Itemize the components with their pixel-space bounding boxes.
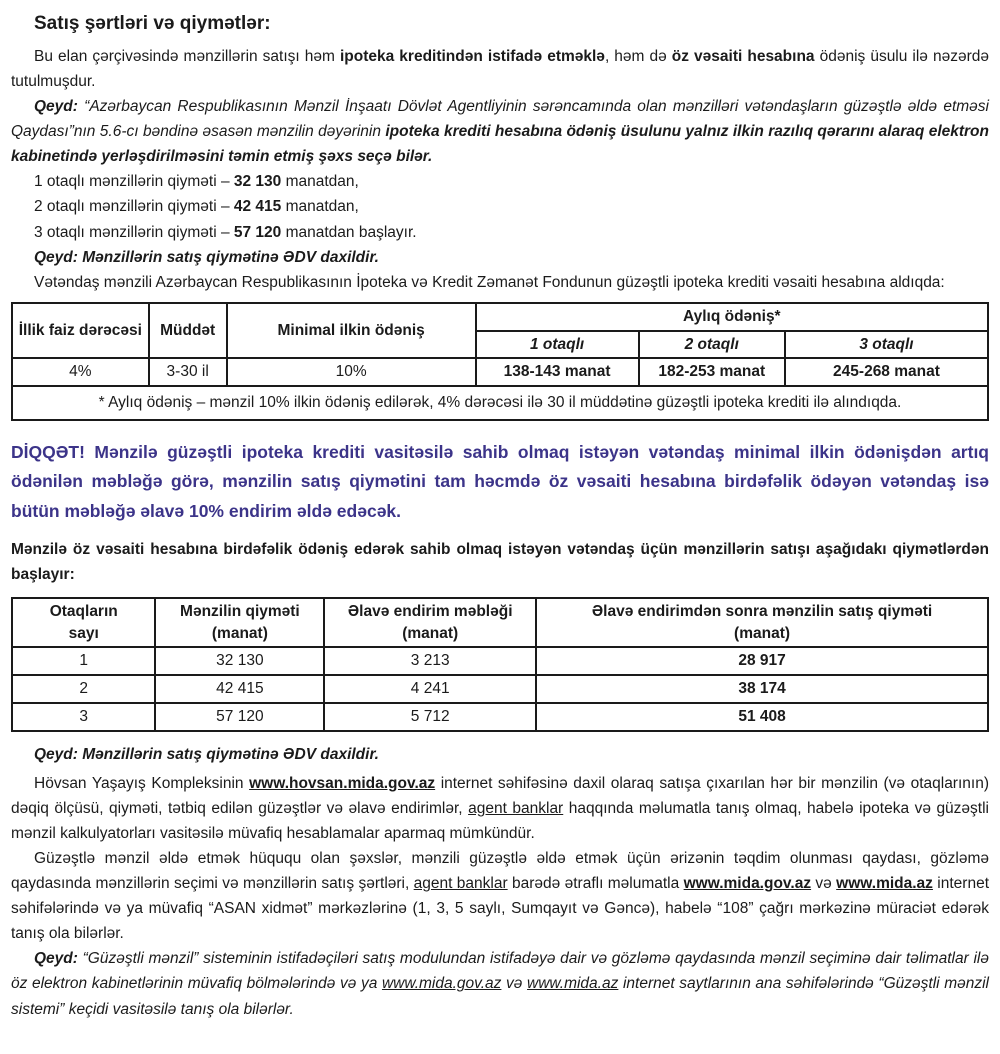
hovsan-text-3: haqqında məlumatla tanış olmaq, habelə ipoteka və güzəştli mənzil kalkulyatorları vasitəsilə müvafiq hesablamalar aparmaq mümkündür.: [11, 799, 989, 842]
price-line-pre: 3 otaqlı mənzillərin qiyməti –: [34, 223, 234, 241]
price-value: 57 120: [233, 223, 282, 241]
table-row: [12, 703, 988, 731]
cell-downpayment: 10%: [227, 358, 476, 386]
note-system-text-1: “Güzəştli mənzil” sisteminin istifadəçiləri satış modulundan istifadəyə dair və gözləmə qaydasında mənzil seçiminə dair təlimatlar ilə öz elektron kabinetlərinin müvafiq bölmələrində və ya: [11, 950, 989, 993]
intro-text-2: , həm də: [604, 47, 672, 65]
page-title: Satış şərtləri və qiymətlər:: [34, 13, 271, 34]
col-header-price: [155, 598, 324, 647]
info-text-3: və: [811, 875, 837, 893]
note-system-text-3: internet saytlarının ana səhifələrində “Güzəştli mənzil sistemi” keçidi vasitəsilə tanış ola bilərlər.: [11, 975, 989, 1018]
price-line-post: manatdan,: [281, 198, 359, 216]
note-system-text-2: və: [501, 975, 528, 993]
price-line-post: manatdan,: [281, 173, 359, 191]
header-line: Otaqların: [49, 603, 118, 621]
cell-rooms: 3: [12, 703, 155, 731]
price-value: 42 415: [233, 198, 282, 216]
col-header-rooms: [12, 598, 155, 647]
mortgage-table: [11, 302, 989, 421]
note-agency-bold: ipoteka krediti hesabına ödəniş üsulunu yalnız ilkin razılıq qərarını alaraq elektron kabinetində yerləşdirilməsini təmin etmiş şəxs seçə bilər.: [11, 123, 989, 166]
cell-monthly-1room: 138-143 manat: [476, 358, 639, 386]
cell-monthly-3room: 245-268 manat: [785, 358, 988, 386]
price-line-pre: 2 otaqlı mənzillərin qiyməti –: [34, 198, 234, 216]
info-paragraph: [11, 846, 989, 946]
info-text-1: Güzəştlə mənzil əldə etmək hüququ olan şəxslər, mənzili güzəştlə əldə etmək üçün ərizənin təqdim olunması qaydası, gözləmə qaydasında mənzillərin seçimi və mənzillərin satış şərtləri,: [11, 849, 989, 893]
table-header-row: [12, 303, 988, 331]
table-row: [12, 647, 988, 675]
cell-discount: 3 213: [324, 647, 536, 675]
header-line: sayı: [68, 624, 99, 642]
cell-final-price: 28 917: [536, 647, 988, 675]
note-system-label: Qeyd:: [34, 950, 78, 968]
cell-price: 32 130: [155, 647, 324, 675]
col-header-downpayment: Minimal ilkin ödəniş: [227, 303, 476, 358]
cell-monthly-2room: 182-253 manat: [639, 358, 785, 386]
header-line: (manat): [402, 624, 459, 642]
mida-gov-link[interactable]: www.mida.gov.az: [381, 975, 502, 993]
table-footnote: * Aylıq ödəniş – mənzil 10% ilkin ödəniş edilərək, 4% dərəcəsi ilə 30 il müddətinə güzəştli ipoteka krediti ilə alındıqda.: [12, 386, 988, 420]
header-line: Əlavə endirimdən sonra mənzilin satış qiyməti: [591, 603, 933, 621]
col-header-monthly: Aylıq ödəniş*: [476, 303, 988, 331]
header-line: Mənzilin qiyməti: [180, 603, 300, 621]
hovsan-text-2: internet səhifəsinə daxil olaraq satışa çıxarılan hər bir mənzilin (və otaqlarının) dəqiq ölçüsü, qiyməti, tətbiq edilən güzəştlər və əlavə endirimlər,: [11, 774, 989, 817]
info-text-2: barədə ətraflı məlumatla: [507, 875, 684, 893]
cell-rooms: 2: [12, 675, 155, 703]
subcol-3room: 3 otaqlı: [785, 331, 988, 359]
intro-text-1: Bu elan çərçivəsində mənzillərin satışı həm: [34, 47, 340, 65]
cell-final-price: 51 408: [536, 703, 988, 731]
table-footnote-row: [12, 386, 988, 420]
agent-banks-link[interactable]: agent banklar: [413, 875, 508, 893]
intro-bold-1: ipoteka kreditindən istifadə etməklə: [339, 47, 605, 65]
table-row: [12, 358, 988, 386]
col-header-final-price: [536, 598, 988, 647]
note-system-paragraph: [11, 946, 989, 1021]
vat-note-1: Qeyd: Mənzillərin satış qiymətinə ƏDV daxildir.: [34, 248, 379, 266]
col-header-interest: İllik faiz dərəcəsi: [12, 303, 149, 358]
hovsan-text-1: Hövsan Yaşayış Kompleksinin: [34, 774, 250, 792]
col-header-discount: [324, 598, 536, 647]
agent-banks-link[interactable]: agent banklar: [468, 799, 564, 817]
note-agency-label: Qeyd:: [34, 97, 78, 115]
vat-note-2: Qeyd: Mənzillərin satış qiymətinə ƏDV daxildir.: [34, 745, 379, 763]
cell-price: 42 415: [155, 675, 324, 703]
intro-paragraph: [11, 44, 989, 94]
cell-discount: 4 241: [324, 675, 536, 703]
cell-interest: 4%: [12, 358, 149, 386]
mortgage-intro-paragraph: Vətəndaş mənzili Azərbaycan Respublikasının İpoteka və Kredit Zəmanət Fondunun güzəştli ipoteka krediti vəsaiti hesabına aldıqda:: [34, 273, 945, 291]
price-line-post: manatdan başlayır.: [281, 223, 417, 241]
note-agency-text: “Azərbaycan Respublikasının Mənzil İnşaatı Dövlət Agentliyinin sərəncamında olan mənzilləri vətəndaşların güzəştlə əldə etməsi Qaydası”nın 5.6-cı bəndinə əsasən mənzilin dəyərinin: [11, 97, 989, 141]
price-line-1room: [11, 169, 989, 194]
hovsan-paragraph: [11, 771, 989, 846]
hovsan-site-link[interactable]: www.hovsan.mida.gov.az: [249, 774, 436, 792]
table-header-row: [12, 598, 988, 647]
cell-discount: 5 712: [324, 703, 536, 731]
mida-az-link[interactable]: www.mida.az: [836, 875, 933, 893]
table-row: [12, 675, 988, 703]
subcol-2room: 2 otaqlı: [639, 331, 785, 359]
info-text-4: internet səhifələrində və ya müvafiq “ASAN xidmət” mərkəzlərinə (1, 3, 5 saylı, Sumqayıt və Gəncə), habelə “108” çağrı mərkəzinə müraciət edərək tanış ola bilərlər.: [11, 875, 989, 943]
mida-gov-link[interactable]: www.mida.gov.az: [683, 875, 812, 893]
intro-bold-2: öz vəsaiti hesabına: [671, 47, 815, 65]
cell-term: 3-30 il: [149, 358, 227, 386]
note-agency-paragraph: [11, 94, 989, 169]
cell-price: 57 120: [155, 703, 324, 731]
price-line-2room: [11, 194, 989, 219]
cell-final-price: 38 174: [536, 675, 988, 703]
subcol-1room: 1 otaqlı: [476, 331, 639, 359]
cash-intro-paragraph: Mənzilə öz vəsaiti hesabına birdəfəlik ödəniş edərək sahib olmaq istəyən vətəndaş üçün mənzillərin satışı aşağıdakı qiymətlərdən başlayır:: [11, 540, 989, 583]
discount-table: [11, 597, 989, 731]
price-value: 32 130: [233, 173, 282, 191]
price-line-3room: [11, 220, 989, 245]
col-header-term: Müddət: [149, 303, 227, 358]
attention-paragraph: DİQQƏT! Mənzilə güzəştli ipoteka krediti vasitəsilə sahib olmaq istəyən vətəndaş minimal ilkin ödənişdən artıq ödənilən məbləğə görə, mənzilin satış qiymətini tam həcmdə öz vəsaiti hesabına birdəfəlik ödəyən vətəndaş isə bütün məbləğə əlavə 10% endirim əldə edəcək.: [11, 441, 989, 522]
header-line: (manat): [211, 624, 268, 642]
price-line-pre: 1 otaqlı mənzillərin qiyməti –: [34, 173, 234, 191]
cell-rooms: 1: [12, 647, 155, 675]
header-line: (manat): [734, 624, 791, 642]
header-line: Əlavə endirim məbləği: [347, 603, 513, 621]
mida-az-link[interactable]: www.mida.az: [527, 975, 619, 993]
intro-text-3: ödəniş üsulu ilə nəzərdə tutulmuşdur.: [11, 47, 989, 90]
